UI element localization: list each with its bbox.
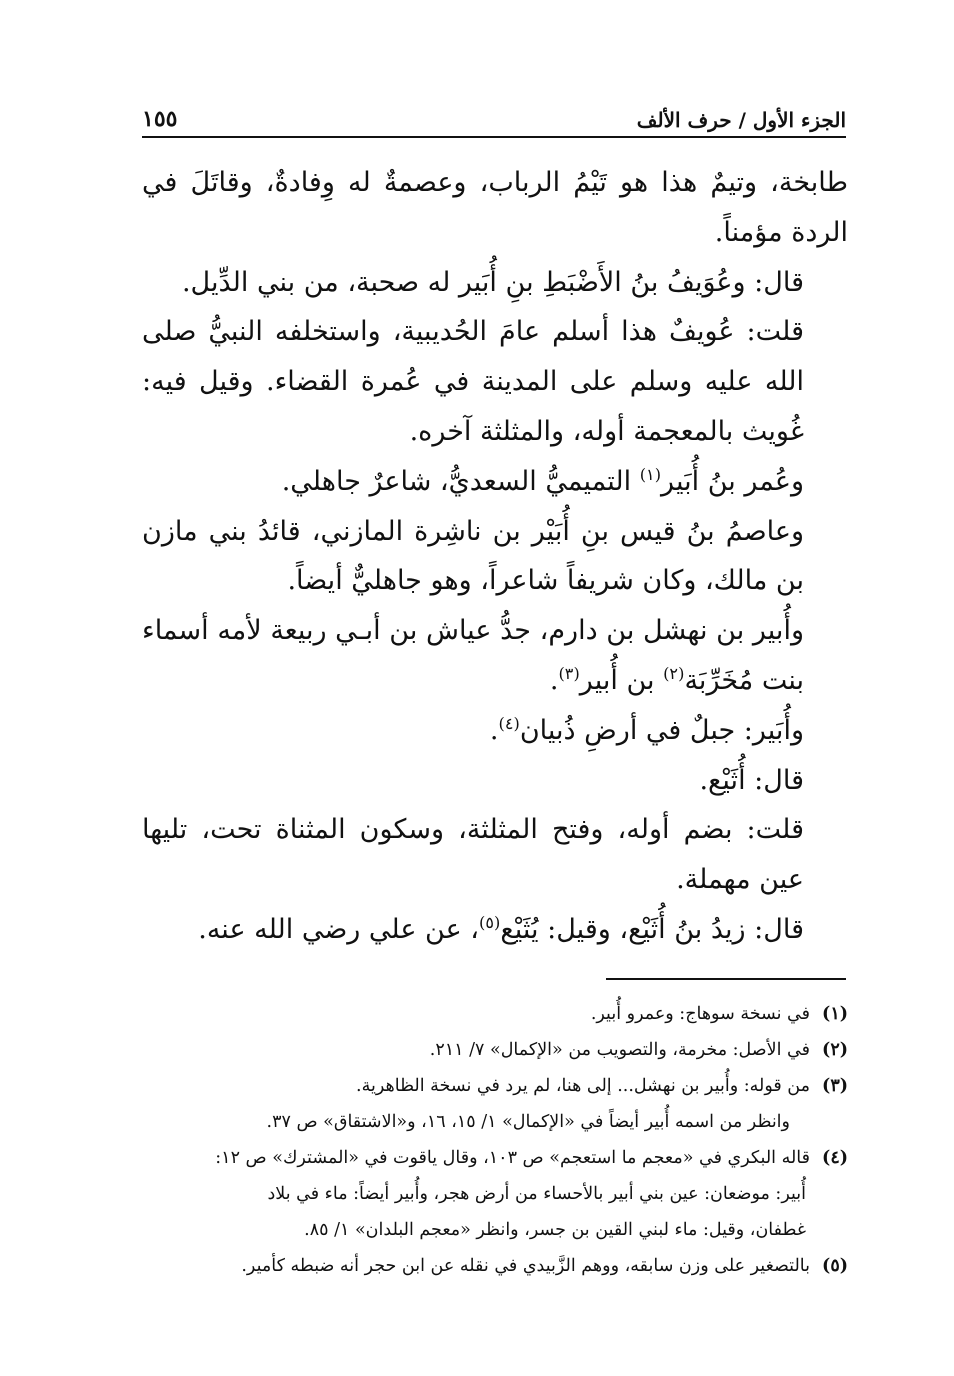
paragraph-4 (142, 457, 848, 507)
paragraph-8: قال: أُثَيْع. (699, 764, 804, 796)
footnote-ref-3: (٣) (558, 663, 580, 683)
footnote-number: (٤) (822, 1148, 848, 1168)
footnotes (150, 996, 848, 1284)
paragraph-6 (142, 606, 848, 706)
footnote-1 (150, 996, 848, 1032)
footnote-text (150, 1032, 810, 1068)
paragraph-10 (142, 905, 848, 955)
footnote-line: أُبير: موضعان: عين بني أبير بالأحساء من أرض هجر، وأُبير أيضاً: ماء في بلاد (267, 1184, 806, 1204)
footnote-text (150, 996, 810, 1032)
footnote-line: غطفان، وقيل: ماء لبني القين بن جسر، وانظر «معجم البلدان» ١/ ٨٥. (304, 1220, 806, 1240)
footnote-text (150, 1068, 810, 1140)
footnote-divider (606, 978, 846, 980)
footnote-number: (٥) (822, 1256, 848, 1276)
paragraph-7 (142, 706, 848, 756)
paragraph-9: قلت: بضم أوله، وفتح المثلثة، وسكون المثناة تحت، تليها عين مهملة. (142, 814, 804, 896)
footnote-line: قاله البكري في «معجم ما استعجم» ص ١٠٣، وقال ياقوت في «المشترك» ص ١٢: (215, 1148, 810, 1168)
running-title: الجزء الأول / حرف الألف (636, 108, 846, 132)
paragraph-6-text-c: . (549, 664, 559, 696)
footnote-number: (٣) (822, 1076, 848, 1096)
paragraph-10-text-b: ، عن علي رضي الله عنه. (198, 913, 480, 945)
paragraph-3: قلت: عُويفٌ هذا أسلم عامَ الحُديبية، واستخلفه النبيُّ صلى الله عليه وسلم على المدينة في عُمرة القضاء. وقيل فيه: غُويث بالمعجمة أوله، والمثلثة آخره. (142, 316, 804, 447)
paragraph-6-text-a: وأُبير بن نهشل بن دارم، جدُّ عياش بن أبـي ربيعة لأمه أسماء بنت مُخَرِّبَة (142, 615, 804, 696)
paragraph-4-text-b: التميميُّ السعديُّ، شاعرٌ جاهلي. (281, 465, 640, 497)
footnote-4 (150, 1140, 848, 1248)
footnote-number: (١) (822, 1004, 848, 1024)
footnote-ref-2: (٢) (663, 663, 685, 683)
footnote-ref-4: (٤) (498, 713, 520, 733)
page-number: ١٥٥ (142, 106, 178, 132)
footnote-line: وانظر من اسمه أُبير أيضاً في «الإكمال» ١/ ١٥، ١٦، و«الاشتقاق» ص ٣٧. (266, 1112, 790, 1132)
paragraph-7-text-b: . (489, 714, 499, 746)
footnote-line: من قوله: وأُبير بن نهشل... إلى هنا، لم يرد في نسخة الظاهرية. (356, 1076, 810, 1096)
footnote-text (150, 1140, 810, 1248)
paragraph-2: قال: وعُوَيفُ بنُ الأَضْبَطِ بنِ أُبَير له صحبة، من بني الدِّيل. (181, 266, 804, 298)
paragraph-5: وعاصمُ بنُ قيس بنِ أُبَيْر بن ناشِرة المازني، قائدُ بني مازن بن مالك، وكان شريفاً شاعراً، وهو جاهليٌّ أيضاً. (142, 515, 804, 597)
footnote-3 (150, 1068, 848, 1140)
paragraph-6-text-b: بن أُبير (579, 664, 664, 696)
footnote-line: في نسخة سوهاج: وعمرو أُبير. (590, 1004, 810, 1024)
main-text (142, 158, 848, 955)
paragraph-7-text-a: وأُبَير: جبلٌ في أرضِ ذُبيان (519, 714, 804, 746)
footnote-5 (150, 1248, 848, 1284)
paragraph-4-text-a: وعُمر بنُ أُبَير (661, 465, 804, 497)
page-header (142, 98, 846, 138)
footnote-line: بالتصغير على وزن سابقه، ووهم الزَّبيدي في نقله عن ابن حجر أنه ضبطه كأمير. (241, 1256, 810, 1276)
footnote-ref-1: (١) (639, 464, 662, 484)
footnote-line: في الأصل: مخرمة، والتصويب من «الإكمال» ٧/ ٢١١. (429, 1040, 810, 1060)
footnote-text (150, 1248, 810, 1284)
footnote-number: (٢) (822, 1040, 848, 1060)
footnote-2 (150, 1032, 848, 1068)
paragraph-1: طابخة، وتيمٌ هذا هو تَيْمُ الرباب، وعصمةٌ له وِفادةٌ، وقاتَلَ في الردة مؤمناً. (142, 167, 848, 248)
footnote-ref-5: (٥) (479, 912, 501, 932)
paragraph-10-text-a: قال: زيدُ بنُ أُثَيْع، وقيل: يُثَيْع (500, 913, 804, 945)
